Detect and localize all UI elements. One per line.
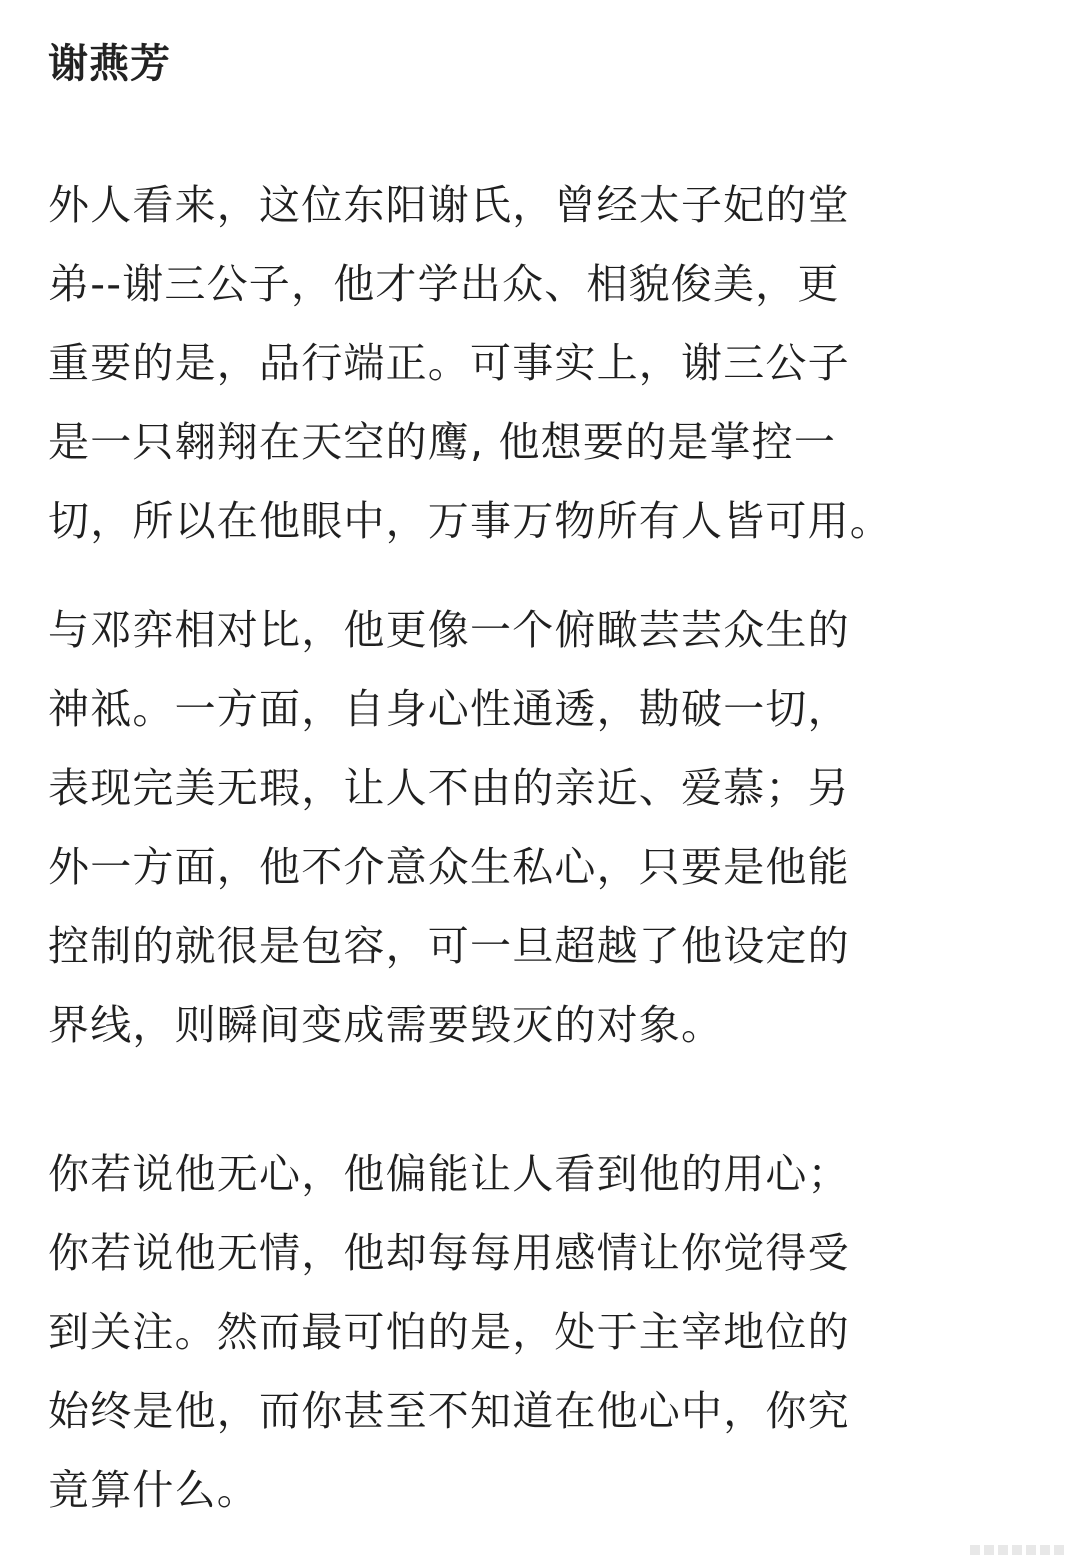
article-title: 谢燕芳 xyxy=(48,41,171,87)
paragraph-line: 与邓弈相对比，他更像一个俯瞰芸芸众生的 xyxy=(48,606,850,654)
paragraph-line: 表现完美无瑕，让人不由的亲近、爱慕；另 xyxy=(48,764,850,812)
paragraph-line: 外一方面，他不介意众生私心，只要是他能 xyxy=(48,843,850,891)
paragraph-line: 你若说他无心，他偏能让人看到他的用心； xyxy=(48,1150,850,1198)
paragraph-line: 到关注。然而最可怕的是，处于主宰地位的 xyxy=(48,1308,850,1356)
article-paragraph-2 xyxy=(48,591,1032,1065)
paragraph-line: 你若说他无情，他却每每用感情让你觉得受 xyxy=(48,1229,850,1277)
paragraph-line: 外人看来，这位东阳谢氏，曾经太子妃的堂 xyxy=(48,181,850,229)
paragraph-line: 控制的就很是包容，可一旦超越了他设定的 xyxy=(48,922,850,970)
paragraph-line: 始终是他，而你甚至不知道在他心中，你究 xyxy=(48,1387,850,1435)
article-paragraph-1 xyxy=(48,166,1032,561)
article-paragraph-3 xyxy=(48,1135,1032,1530)
paragraph-line: 竟算什么。 xyxy=(48,1466,259,1514)
paragraph-line: 界线，则瞬间变成需要毁灭的对象。 xyxy=(48,1001,724,1049)
paragraph-line: 弟--谢三公子，他才学出众、相貌俊美，更 xyxy=(48,260,840,308)
paragraph-line: 切，所以在他眼中，万事万物所有人皆可用。 xyxy=(48,497,892,545)
paragraph-line: 神祗。一方面，自身心性通透，勘破一切， xyxy=(48,685,850,733)
watermark-mark xyxy=(970,1543,1070,1557)
paragraph-line: 是一只翱翔在天空的鹰, 他想要的是掌控一 xyxy=(48,418,837,466)
paragraph-line: 重要的是，品行端正。可事实上，谢三公子 xyxy=(48,339,850,387)
